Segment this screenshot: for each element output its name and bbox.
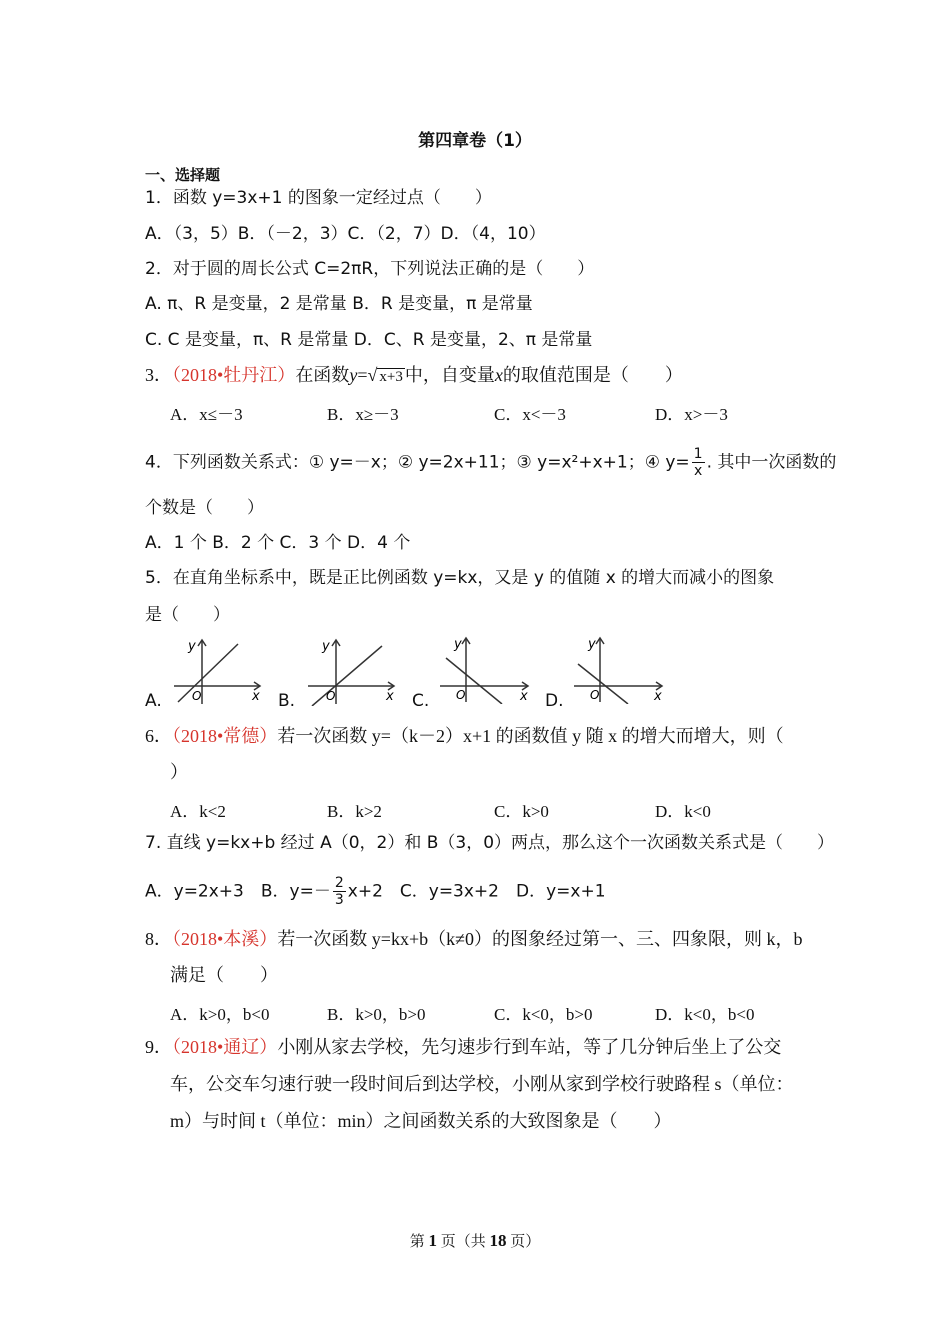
q3-source: （2018•牡丹江） bbox=[172, 365, 296, 385]
q3-number: 3． bbox=[145, 365, 172, 385]
q7-options bbox=[145, 875, 606, 908]
q5-b-origin: O bbox=[326, 689, 336, 703]
q5-graph-c bbox=[436, 634, 536, 704]
q3-x: x bbox=[494, 365, 503, 385]
q8-option-c: C．k<0，b>0 bbox=[494, 1005, 593, 1024]
q5-graph-d bbox=[570, 634, 670, 704]
q6-option-a: A．k<2 bbox=[170, 802, 226, 821]
q8-option-b: B．k>0，b>0 bbox=[327, 1005, 426, 1024]
q5-d-origin: O bbox=[590, 688, 600, 702]
q4-options: A．1 个 B．2 个 C．3 个 D．4 个 bbox=[145, 533, 411, 553]
q7-fraction bbox=[333, 875, 346, 908]
q2-stem: 2．对于圆的周长公式 C=2πR，下列说法正确的是（ ） bbox=[145, 259, 595, 279]
q9-line2: 车，公交车匀速行驶一段时间后到达学校，小刚从家到学校行驶路程 s（单位： bbox=[170, 1074, 794, 1094]
q6-option-c: C．k>0 bbox=[494, 802, 549, 821]
q1-options: A．（3，5）B．（－2，3）C．（2，7）D．（4，10） bbox=[145, 224, 546, 244]
q5-b-y-label: y bbox=[322, 639, 330, 654]
footer-page-number: 1 bbox=[428, 1231, 437, 1250]
page-footer bbox=[0, 1230, 950, 1251]
q5-graph-a bbox=[168, 636, 268, 706]
q2-options-line1: A. π、R 是变量，2 是常量 B．R 是变量，π 是常量 bbox=[145, 294, 533, 314]
q5-c-origin: O bbox=[456, 688, 466, 702]
q4-tail: . 其中一次函数的 bbox=[706, 452, 837, 473]
q3-mid: 中，自变量 bbox=[404, 365, 495, 385]
q8-line2: 满足（ ） bbox=[170, 965, 278, 985]
footer-pre: 第 bbox=[409, 1234, 429, 1250]
q5-a-origin: O bbox=[192, 689, 202, 703]
q9-number: 9． bbox=[145, 1037, 172, 1057]
q8-text: 若一次函数 y=kx+b（k≠0）的图象经过第一、三、四象限，则 k，b bbox=[277, 929, 803, 949]
q9-stem bbox=[145, 1036, 781, 1058]
q8-number: 8． bbox=[145, 929, 172, 949]
section-heading: 一、选择题 bbox=[145, 166, 221, 184]
q3-stem: 3．（2018•牡丹江）在函数y=√ x+3 中，自变量x的取值范围是（ ） bbox=[145, 365, 683, 385]
q9-line3: m）与时间 t（单位：min）之间函数关系的大致图象是（ ） bbox=[170, 1111, 672, 1131]
q6-text: 若一次函数 y=（k－2）x+1 的函数值 y 随 x 的增大而增大，则（ bbox=[277, 726, 784, 746]
q5-label-d: D. bbox=[545, 691, 564, 711]
q7-stem: 7. 直线 y=kx+b 经过 A（0，2）和 B（3，0）两点，那么这个一次函数关系式是（ ） bbox=[145, 833, 835, 853]
footer-mid: 页（共 bbox=[436, 1234, 490, 1250]
q5-line1: 5．在直角坐标系中，既是正比例函数 y=kx，又是 y 的值随 x 的增大而减小的图象 bbox=[145, 568, 775, 588]
q8-option-d: D．k<0，b<0 bbox=[655, 1005, 755, 1024]
q9-text: 小刚从家去学校，先匀速步行到车站，等了几分钟后坐上了公交 bbox=[277, 1037, 782, 1057]
q7-option-rest: x+2 C．y=3x+2 D．y=x+1 bbox=[347, 881, 606, 902]
q3-option-c: C．x<－3 bbox=[494, 405, 566, 424]
q5-label-a: A. bbox=[145, 691, 162, 711]
q3-option-a: A．x≤－3 bbox=[170, 405, 243, 424]
q5-label-b: B. bbox=[278, 691, 296, 711]
q5-d-x-label: x bbox=[654, 689, 662, 704]
q3-option-d: D．x>－3 bbox=[655, 405, 728, 424]
q6-source: （2018•常德） bbox=[172, 726, 278, 746]
footer-post: 页） bbox=[506, 1234, 541, 1250]
q4-fraction-num: 1 bbox=[693, 446, 703, 462]
q8-option-a: A．k>0，b<0 bbox=[170, 1005, 270, 1024]
q7-fraction-num: 2 bbox=[334, 875, 344, 891]
q7-option-ab: A．y=2x+3 B．y=－ bbox=[145, 881, 331, 902]
q4-line2: 个数是（ ） bbox=[145, 498, 264, 518]
q4-fraction bbox=[692, 446, 705, 479]
q9-source: （2018•通辽） bbox=[172, 1037, 278, 1057]
q5-label-c: C. bbox=[412, 691, 430, 711]
q6-line2: ） bbox=[170, 762, 188, 782]
q5-a-y-label: y bbox=[188, 639, 196, 654]
q5-c-y-label: y bbox=[454, 637, 462, 652]
q3-option-b: B．x≥－3 bbox=[327, 405, 399, 424]
page-title: 第四章卷（1） bbox=[418, 131, 532, 151]
q5-d-y-label: y bbox=[588, 637, 596, 652]
q8-source: （2018•本溪） bbox=[172, 929, 278, 949]
q6-stem bbox=[145, 725, 784, 747]
q5-b-x-label: x bbox=[386, 689, 394, 704]
q3-eq: = bbox=[357, 365, 368, 385]
q7-fraction-den: 3 bbox=[334, 892, 344, 908]
q5-line2: 是（ ） bbox=[145, 605, 230, 625]
q3-pre: 在函数 bbox=[295, 365, 350, 385]
q4-text: 4．下列函数关系式：① y=－x；② y=2x+11；③ y=x²+x+1；④ y= bbox=[145, 452, 690, 473]
q8-stem bbox=[145, 928, 803, 950]
q5-graph-b bbox=[302, 636, 402, 706]
q3-y: y bbox=[349, 365, 358, 385]
q2-options-line2: C. C 是变量，π、R 是常量 D．C、R 是变量，2、π 是常量 bbox=[145, 330, 593, 350]
footer-total-pages: 18 bbox=[489, 1231, 507, 1250]
q4-stem bbox=[145, 446, 836, 479]
q4-fraction-den: x bbox=[693, 463, 703, 479]
q5-a-x-label: x bbox=[252, 689, 260, 704]
q6-number: 6． bbox=[145, 726, 172, 746]
q3-post: 的取值范围是（ ） bbox=[502, 365, 683, 385]
q6-option-d: D．k<0 bbox=[655, 802, 711, 821]
q6-option-b: B．k>2 bbox=[327, 802, 382, 821]
q1-stem: 1．函数 y=3x+1 的图象一定经过点（ ） bbox=[145, 188, 492, 208]
q3-radicand: x+3 bbox=[379, 369, 403, 385]
q5-c-x-label: x bbox=[520, 689, 528, 704]
